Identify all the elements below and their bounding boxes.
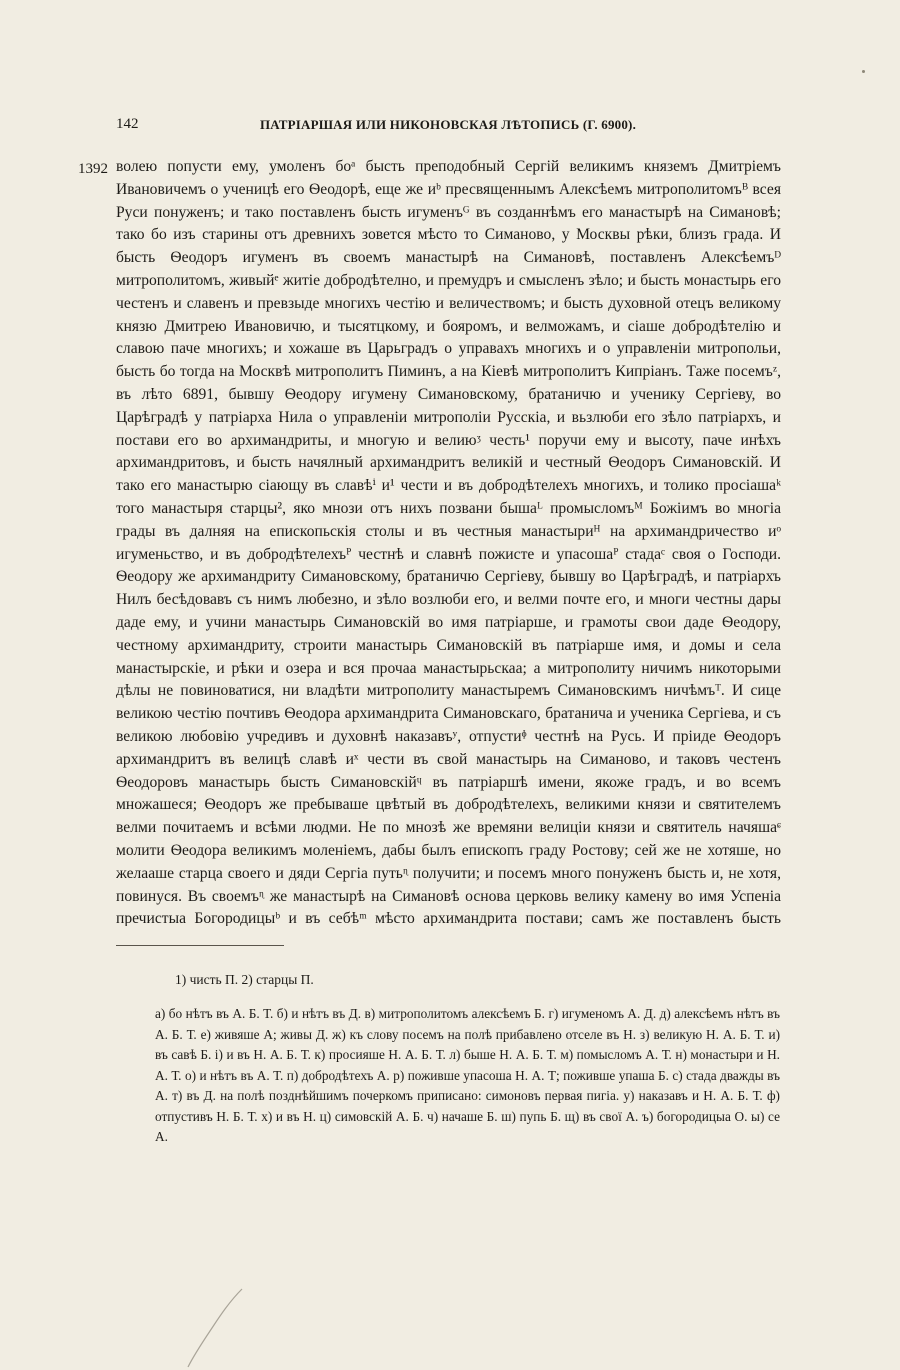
margin-year: 1392 — [78, 161, 108, 177]
main-text: волею попусти ему, умоленъ бoᵃ бысть преподобный Сергій великимъ княземъ Дмитріемъ Ивановичемъ о ученицѣ его Ѳеодорѣ, еще же иᵇ пресвященнымъ Алексѣемъ митрополитомъᴮ всея Руси понуженъ; и тако поставленъ бысть игуменъᴳ въ созданнѣмъ его манастырѣ на Симановѣ; тако бо изъ старины отъ древнихъ зовется мѣсто то Симаново, у Москвы рѣки, близъ града. И бысть Ѳеодоръ игуменъ въ своемъ манастырѣ на Симановѣ, поставленъ Алексѣемъᴰ митрополитомъ, живыйᵉ житіе добродѣтелно, и премудръ и смысленъ зѣло; и бысть монастырь его честенъ и славенъ и превзыде многихъ честію и величествомъ; и бысть духовной отецъ великому князю Дмитрею Ивановичю, и тысятцкому, и бояромъ, и велможамъ, и сіаше добродѣтелію и славою паче многихъ; и хожаше въ Царьградъ о управахъ многихъ и о управленіи митропольи, бысть бо тогда на Москвѣ митрополитъ Пиминъ, а на Кіевѣ митрополитъ Кипріанъ. Таже посемъᶻ, въ лѣто 6891, бывшу Ѳеодору игумену Симановскому, братаничю и ученику Сергіеву, во Царѣградѣ у патріарха Нила о управленіи митрополіи Русскіа, и вьзлюби его зѣло патріархъ, и постави его во архимандриты, и многую и велиюᶾ честь¹ поручи ему и высоту, паче инѣхъ архимандритовъ, и бысть начялный архимандритъ великій и честный Ѳеодоръ Симановскій. И тако его манастырю сіающу въ славѣⁱ и¹ чести и въ добродѣтелехъ многихъ, и толико просіашаᵏ того манастыря старцы², яко мнози отъ нихъ позвани бышаᴸ промысломъᴹ Божіимъ во многіа грады въ далняя на епископьскія столы и въ честныя манастыриᴴ на архимандричество иᵒ игуменьство, и въ добродѣтелехъᴾ честнѣ и славнѣ пожисте и упасошаᴾ стадаᶜ своя о Господи. Ѳеодору же архимандриту Симановскому, братаничю Сергіеву, бывшу во Царѣградѣ, и патріархъ Нилъ бесѣдовавъ съ нимъ любезно, и зѣло возлюби его, и велми почте его, и многи честны дары даде ему, и учини манастырь Симановскій во имя патріарше, и грамоты свои даде Ѳеодору, честному архимандриту, строити манастырь Симановскій въ патріарше имя, и домы и села манастырскіе, и рѣки и озера и вся прочаа манастырьскаа; а митрополиту ничимъ никоторыми дѣлы не повиноватися, ни владѣти митрополиту манастыремъ Симановскимъ ничѣмъᵀ. И сице великою честію почтивъ Ѳеодора архимандрита Симановскаго, братанича и ученика Сергіева, и съ великою любовію учредивъ и духовнѣ наказавъʸ, отпустиᶲ честнѣ на Русь. И пріиде Ѳеодоръ архимандритъ въ велицѣ славѣ иˣ чести въ свой манастырь на Симаново, и таковъ честенъ Ѳеодоровъ манастырь бысть Симановскійᶣ въ патріаршѣ имени, якоже градъ, и во всемъ множашеся; Ѳеодоръ же пребываше цвѣтый въ добродѣтелехъ, великими князи и святителемъ велми почитаемъ и всѣми людми. Не по мнозѣ же времяни велиціи князи и святитель начяшаᶝ молити Ѳеодора великимъ моленіемъ, дабы былъ епископъ граду Ростову; сей же не хотяше, но желааше старца своего и дяди Сергіа путьᶯ получити; и посемъ много понуженъ бысть и, не хотя, повинуся. Въ своемъᶯ же манастырѣ на Симановѣ основа церковь велику камену во имя Успеніа пречистыа Богородицыᵇ и въ себѣᵐ мѣсто архимандрита постави; самъ же поставленъ бысть — [116, 158, 781, 926]
footnote-rule — [116, 945, 284, 946]
numbered-footnotes: 1) чисть П. 2) старцы П. — [175, 972, 314, 987]
paper-speck — [862, 70, 865, 73]
pencil-mark-icon — [180, 1285, 250, 1370]
running-title: ПАТРІАРШАЯ ИЛИ НИКОНОВСКАЯ ЛѢТОПИСЬ (Г. 6900). — [259, 117, 637, 132]
page-header — [116, 116, 780, 140]
page-number: 142 — [116, 116, 139, 132]
variant-readings: а) бо нѣтъ въ А. Б. Т. б) и нѣтъ въ Д. в) митрополитомъ алексѣемъ Б. г) игуменомъ А. Д. д) алексѣемъ нѣтъ въ А. Б. Т. е) живяше А; живы Д. ж) къ слову посемъ на полѣ прибавлено отселе въ Н. з) великую Н. А. Б. Т. и) въ савѣ Б. і) и въ Н. А. Б. Т. к) просияше Н. А. Б. Т. л) быше Н. А. Б. Т. м) помысломъ А. Т. н) монастыри и Н. А. Т. о) и нѣтъ въ А. Т. п) добродѣтехъ А. р) поживше упасоша Н. А. Т; поживше упаша Б. с) стада дважды въ А. т) въ Д. на полѣ позднѣйшимъ почеркомъ приписано: симоновъ первая пигіа. у) наказавъ и Н. А. Б. Т. ф) отпустивъ Н. Б. Т. х) и въ Н. ц) симовскій А. Б. ч) начаше Б. ш) пупь Б. щ) въ свої А. ъ) богородицыа О. ы) се А. — [155, 1006, 780, 1144]
